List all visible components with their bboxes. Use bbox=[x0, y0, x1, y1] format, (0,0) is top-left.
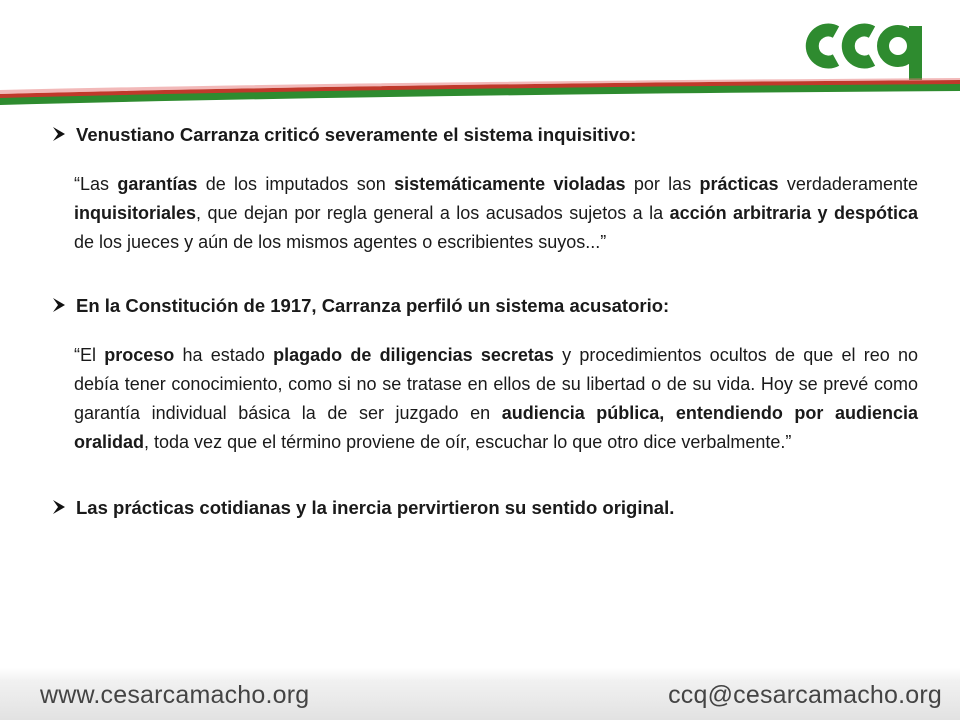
quote-emphasis: garantías bbox=[117, 174, 198, 194]
quote-text: y procedimientos ocultos de que el reo no debía tener conocimiento, como si no se tratase en ellos de su libertad o de su vida. Hoy se prevé como garantía individual básica la de ser juzgado en bbox=[74, 345, 919, 423]
ccq-logo-graphic bbox=[802, 10, 930, 82]
quote-emphasis: proceso bbox=[104, 345, 175, 365]
quote-emphasis: plagado de diligencias secretas bbox=[273, 345, 554, 365]
quote-text: de los jueces y aún de los mismos agentes o escribientes suyos...” bbox=[74, 232, 607, 252]
quote-emphasis: inquisitoriales bbox=[74, 203, 197, 223]
ccq-logo bbox=[802, 10, 930, 82]
quote-emphasis: prácticas bbox=[699, 174, 779, 194]
arrow-bullet-icon bbox=[50, 123, 76, 141]
bullet-item bbox=[50, 122, 918, 148]
quote-emphasis: sistemáticamente violadas bbox=[394, 174, 626, 194]
quote-text: “Las bbox=[74, 174, 118, 194]
bullet-heading: Las prácticas cotidianas y la inercia pervirtieron su sentido original. bbox=[76, 497, 675, 518]
bullet-item bbox=[50, 495, 918, 521]
quote-text: “El bbox=[74, 345, 105, 365]
quote-text: verdaderamente bbox=[778, 174, 918, 194]
bullet-item bbox=[50, 293, 918, 319]
header-swoosh-decoration bbox=[0, 78, 960, 108]
slide-content bbox=[50, 122, 918, 521]
quote-paragraph bbox=[74, 170, 918, 257]
quote-text: por las bbox=[625, 174, 700, 194]
quote-paragraph bbox=[74, 341, 918, 457]
footer-website-link[interactable]: www.cesarcamacho.org bbox=[40, 681, 310, 709]
bullet-heading: En la Constitución de 1917, Carranza perfiló un sistema acusatorio: bbox=[76, 295, 670, 316]
quote-emphasis: audiencia pública, entendiendo por audiencia oralidad bbox=[74, 403, 918, 452]
quote-text: , que dejan por regla general a los acusados sujetos a la bbox=[196, 203, 670, 223]
quote-emphasis: acción arbitraria y despótica bbox=[669, 203, 918, 223]
quote-text: ha estado bbox=[174, 345, 274, 365]
quote-text: , toda vez que el término proviene de oír, escuchar lo que otro dice verbalmente.” bbox=[144, 432, 792, 452]
footer-email-link[interactable]: ccq@cesarcamacho.org bbox=[668, 681, 942, 709]
arrow-bullet-icon bbox=[50, 294, 76, 312]
quote-text: de los imputados son bbox=[197, 174, 395, 194]
arrow-bullet-icon bbox=[50, 496, 76, 514]
bullet-heading: Venustiano Carranza criticó severamente el sistema inquisitivo: bbox=[76, 124, 637, 145]
